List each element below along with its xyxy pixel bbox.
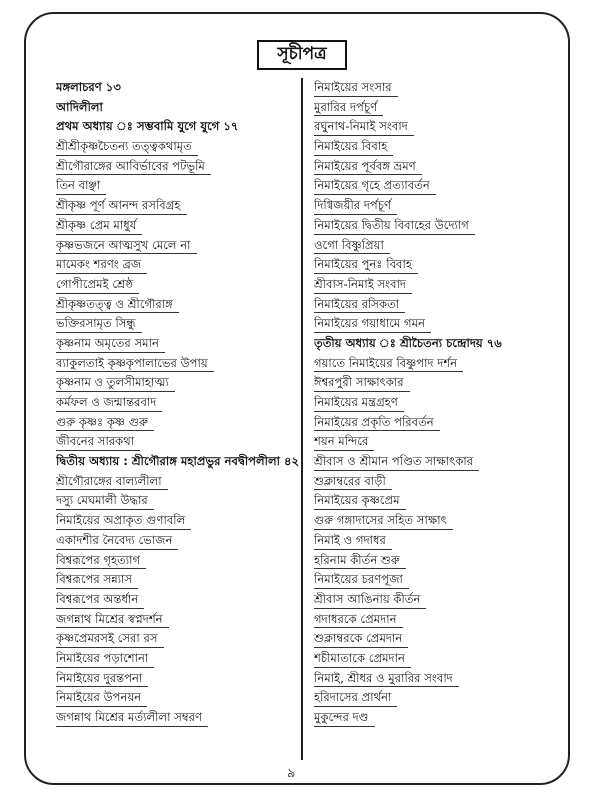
toc-entry	[56, 393, 304, 413]
toc-entry-text: মামেকং শরণং ব্রজ	[56, 257, 142, 272]
toc-entry-text: দস্যু মেঘমালী উদ্ধার	[56, 493, 148, 508]
toc-entry-text: জগন্নাথ মিশ্রের স্বপ্নদর্শন	[56, 611, 163, 626]
toc-entry-text: নিমাইয়ের অপ্রাকৃত গুণাবলি	[56, 513, 186, 528]
toc-entry	[56, 649, 304, 669]
toc-entry-text: বিশ্বরূপের গৃহত্যাগ	[56, 552, 141, 567]
toc-entry	[56, 452, 304, 472]
toc-entry	[314, 570, 564, 590]
toc-entry	[56, 570, 304, 590]
toc-entry	[314, 314, 564, 334]
page-number: ৯	[287, 766, 296, 781]
toc-entry-text: নিমাইয়ের চরণপূজা	[314, 572, 403, 587]
toc-entry-text: কৃষ্ণপ্রেমরসই সেরা রস	[56, 631, 158, 646]
toc-entry-text: আদিলীলা	[56, 99, 103, 114]
toc-entry	[314, 354, 564, 374]
toc-entry	[56, 610, 304, 630]
toc-entry-text: নিমাইয়ের দ্বিতীয় বিবাহের উদ্যোগ	[314, 217, 469, 232]
toc-entry-text: নিমাইয়ের মন্ত্রগ্রহণ	[314, 395, 398, 409]
toc-entry-text: কৃষ্ণনাম অমৃতের সমান	[56, 335, 159, 350]
page-title: সূচীপত্র	[257, 40, 347, 70]
toc-entry	[56, 531, 304, 551]
toc-entry-text: নিমাইয়ের দুরন্তপনা	[56, 670, 143, 685]
toc-entry	[314, 629, 564, 649]
toc-entry-text: গুরু কৃষ্ণঃ কৃষ্ণ গুরু	[56, 414, 148, 429]
toc-entry-text: নিমাইয়ের সংসার	[314, 80, 392, 94]
toc-entry	[314, 491, 564, 511]
toc-entry	[314, 334, 564, 354]
toc-entry-text: নিমাই, শ্রীধর ও মুরারির সংবাদ	[314, 670, 453, 685]
toc-entry	[56, 255, 304, 275]
toc-entry	[314, 531, 564, 551]
toc-entry-text: ভক্তিরসামৃত সিন্ধু	[56, 316, 136, 331]
toc-entry-text: কর্মফল ও জন্মান্তরবাদ	[56, 395, 157, 409]
toc-entry-text: গুরু গঙ্গাদাসের সহিত সাক্ষাৎ	[314, 513, 447, 528]
toc-entry-text: শ্রীকৃষ্ণতত্ত্ব ও শ্রীগৌরাঙ্গ	[56, 296, 173, 311]
toc-entry	[56, 78, 304, 98]
toc-entry-text: শ্রীবাস ও শ্রীমান পণ্ডিত সাক্ষাৎকার	[314, 454, 474, 469]
toc-entry	[314, 688, 564, 708]
toc-entry-text: গোপীপ্রেমই শ্রেষ্ঠ	[56, 276, 134, 291]
toc-entry	[314, 275, 564, 295]
toc-entry-text: শুক্লাম্বরকে প্রেমদান	[314, 631, 403, 646]
toc-entry	[56, 472, 304, 492]
toc-entry-text: দ্বিতীয় অধ্যায় : শ্রীগৌরাঙ্গ মহাপ্রভুর নবদ্বীপলীলা ৪২	[56, 454, 300, 469]
toc-entry-text: শ্রীবাস আঙিনায় কীর্তন	[314, 591, 421, 606]
toc-entry	[56, 334, 304, 354]
toc-entry-text: হরিদাসের প্রার্থনা	[314, 690, 392, 705]
toc-entry-text: বিশ্বরূপের অন্তর্ধান	[56, 591, 139, 606]
toc-entry-text: কৃষ্ণভজনে আত্মসুখ মেলে না	[56, 237, 191, 252]
toc-entry	[314, 78, 564, 98]
toc-entry-text: প্রথম অধ্যায় ঃ সম্ভবামি যুগে যুগে ১৭	[56, 119, 239, 134]
toc-entry	[314, 551, 564, 571]
toc-entry	[314, 590, 564, 610]
toc-entry-text: শ্রীগৌরাঙ্গের আবির্ভাবের পটভূমি	[56, 158, 205, 173]
toc-entry	[314, 236, 564, 256]
toc-entry	[314, 216, 564, 236]
toc-entry	[56, 413, 304, 433]
toc-entry-text: একাদশীর নৈবেদ্য ভোজন	[56, 532, 173, 547]
toc-entry	[56, 669, 304, 689]
toc-right-column	[314, 78, 564, 728]
toc-entry-text: ব্যাকুলতাই কৃষ্ণকৃপালাভের উপায়	[56, 355, 208, 370]
toc-entry-text: হরিনাম কীর্তন শুরু	[314, 552, 400, 567]
toc-entry	[56, 551, 304, 571]
toc-entry-text: মুকুন্দের দণ্ড	[314, 710, 369, 724]
toc-entry	[314, 255, 564, 275]
toc-entry-text: ঈশ্বরপুরী সাক্ষাৎকার	[314, 375, 404, 390]
toc-entry-text: শ্রীশ্রীকৃষ্ণচৈতন্য তত্ত্বকথামৃত	[56, 139, 192, 154]
toc-entry	[56, 688, 304, 708]
toc-entry	[314, 196, 564, 216]
toc-entry-text: তিন বাঞ্ছা	[56, 178, 101, 193]
toc-entry	[56, 590, 304, 610]
toc-entry-text: মুরারির দর্পচূর্ণ	[314, 99, 378, 114]
toc-entry	[314, 669, 564, 689]
toc-entry	[56, 157, 304, 177]
toc-entry-text: নিমাইয়ের বিবাহ	[314, 139, 388, 154]
toc-entry-text: নিমাইয়ের গয়াধামে গমন	[314, 316, 426, 331]
toc-entry-text: জগন্নাথ মিশ্রের মর্ত্যলীলা সম্বরণ	[56, 710, 203, 724]
toc-entry	[314, 98, 564, 118]
toc-entry	[314, 117, 564, 137]
toc-entry	[56, 196, 304, 216]
toc-entry	[314, 472, 564, 492]
toc-entry-text: শুক্লাম্বরের বাড়ী	[314, 473, 386, 488]
column-divider	[301, 78, 303, 760]
toc-entry	[314, 649, 564, 669]
toc-entry-text: শচীমাতাকে প্রেমদান	[314, 650, 405, 665]
toc-entry	[56, 511, 304, 531]
toc-entry-text: নিমাইয়ের প্রকৃতি পরিবর্তন	[314, 414, 434, 429]
toc-entry	[56, 373, 304, 393]
toc-entry	[56, 314, 304, 334]
toc-entry-text: নিমাইয়ের গৃহে প্রত্যাবর্তন	[314, 178, 430, 193]
toc-entry-text: শ্রীগৌরাঙ্গের বাল্যলীলা	[56, 473, 162, 488]
toc-entry	[314, 432, 564, 452]
toc-entry-text: রঘুনাথ-নিমাই সংবাদ	[314, 119, 408, 134]
toc-entry-text: নিমাইয়ের পড়াশোনা	[56, 650, 149, 665]
toc-entry	[314, 452, 564, 472]
toc-entry	[56, 354, 304, 374]
toc-entry-text: দিগ্বিজয়ীর দর্পচূর্ণ	[314, 198, 392, 213]
toc-entry-text: নিমাইয়ের কৃষ্ণপ্রেম	[314, 493, 400, 508]
toc-entry	[314, 610, 564, 630]
toc-entry-text: শ্রীকৃষ্ণ পূর্ণ আনন্দ রসবিগ্রহ	[56, 198, 181, 213]
toc-entry	[56, 275, 304, 295]
toc-entry	[314, 157, 564, 177]
toc-entry	[56, 708, 304, 728]
toc-entry-text: জীবনের সারকথা	[56, 434, 135, 449]
toc-entry-text: নিমাইয়ের পূর্ববঙ্গ ভ্রমণ	[314, 158, 416, 173]
toc-entry-text: গদাধরকে প্রেমদান	[314, 611, 397, 626]
toc-entry-text: শয়ন মন্দিরে	[314, 434, 369, 449]
toc-entry	[314, 413, 564, 433]
toc-entry	[314, 137, 564, 157]
toc-entry-text: নিমাইয়ের পুনঃ বিবাহ	[314, 257, 412, 272]
toc-entry-text: শ্রীবাস-নিমাই সংবাদ	[314, 276, 407, 291]
toc-entry-text: শ্রীকৃষ্ণ প্রেম মাধুর্য	[56, 217, 137, 232]
toc-entry	[56, 216, 304, 236]
toc-entry	[56, 629, 304, 649]
toc-entry-text: ওগো বিষ্ণুপ্রিয়া	[314, 237, 384, 252]
toc-entry-text: বিশ্বরূপের সন্ন্যাস	[56, 572, 133, 587]
toc-entry-text: নিমাইয়ের উপনয়ন	[56, 690, 142, 705]
toc-entry	[56, 176, 304, 196]
toc-entry	[314, 511, 564, 531]
toc-entry	[56, 236, 304, 256]
toc-entry-text: মঙ্গলাচরণ ১৩	[56, 80, 121, 94]
toc-entry	[314, 708, 564, 728]
toc-entry	[56, 117, 304, 137]
toc-entry	[314, 393, 564, 413]
toc-entry-text: নিমাই ও গদাধর	[314, 532, 386, 547]
toc-entry	[314, 295, 564, 315]
toc-entry	[56, 295, 304, 315]
toc-entry	[56, 137, 304, 157]
toc-entry-text: তৃতীয় অধ্যায় ঃ শ্রীচৈতন্য চন্দ্রোদয় ৭৬	[314, 335, 502, 350]
toc-entry-text: কৃষ্ণনাম ও তুলসীমাহাত্ম্য	[56, 375, 169, 390]
toc-entry-text: গয়াতে নিমাইয়ের বিষ্ণুপাদ দর্শন	[314, 355, 458, 370]
toc-entry-text: নিমাইয়ের রসিকতা	[314, 296, 400, 311]
toc-entry	[56, 98, 304, 118]
toc-entry	[314, 373, 564, 393]
toc-left-column	[56, 78, 304, 728]
toc-entry	[56, 491, 304, 511]
toc-entry	[314, 176, 564, 196]
toc-entry	[56, 432, 304, 452]
